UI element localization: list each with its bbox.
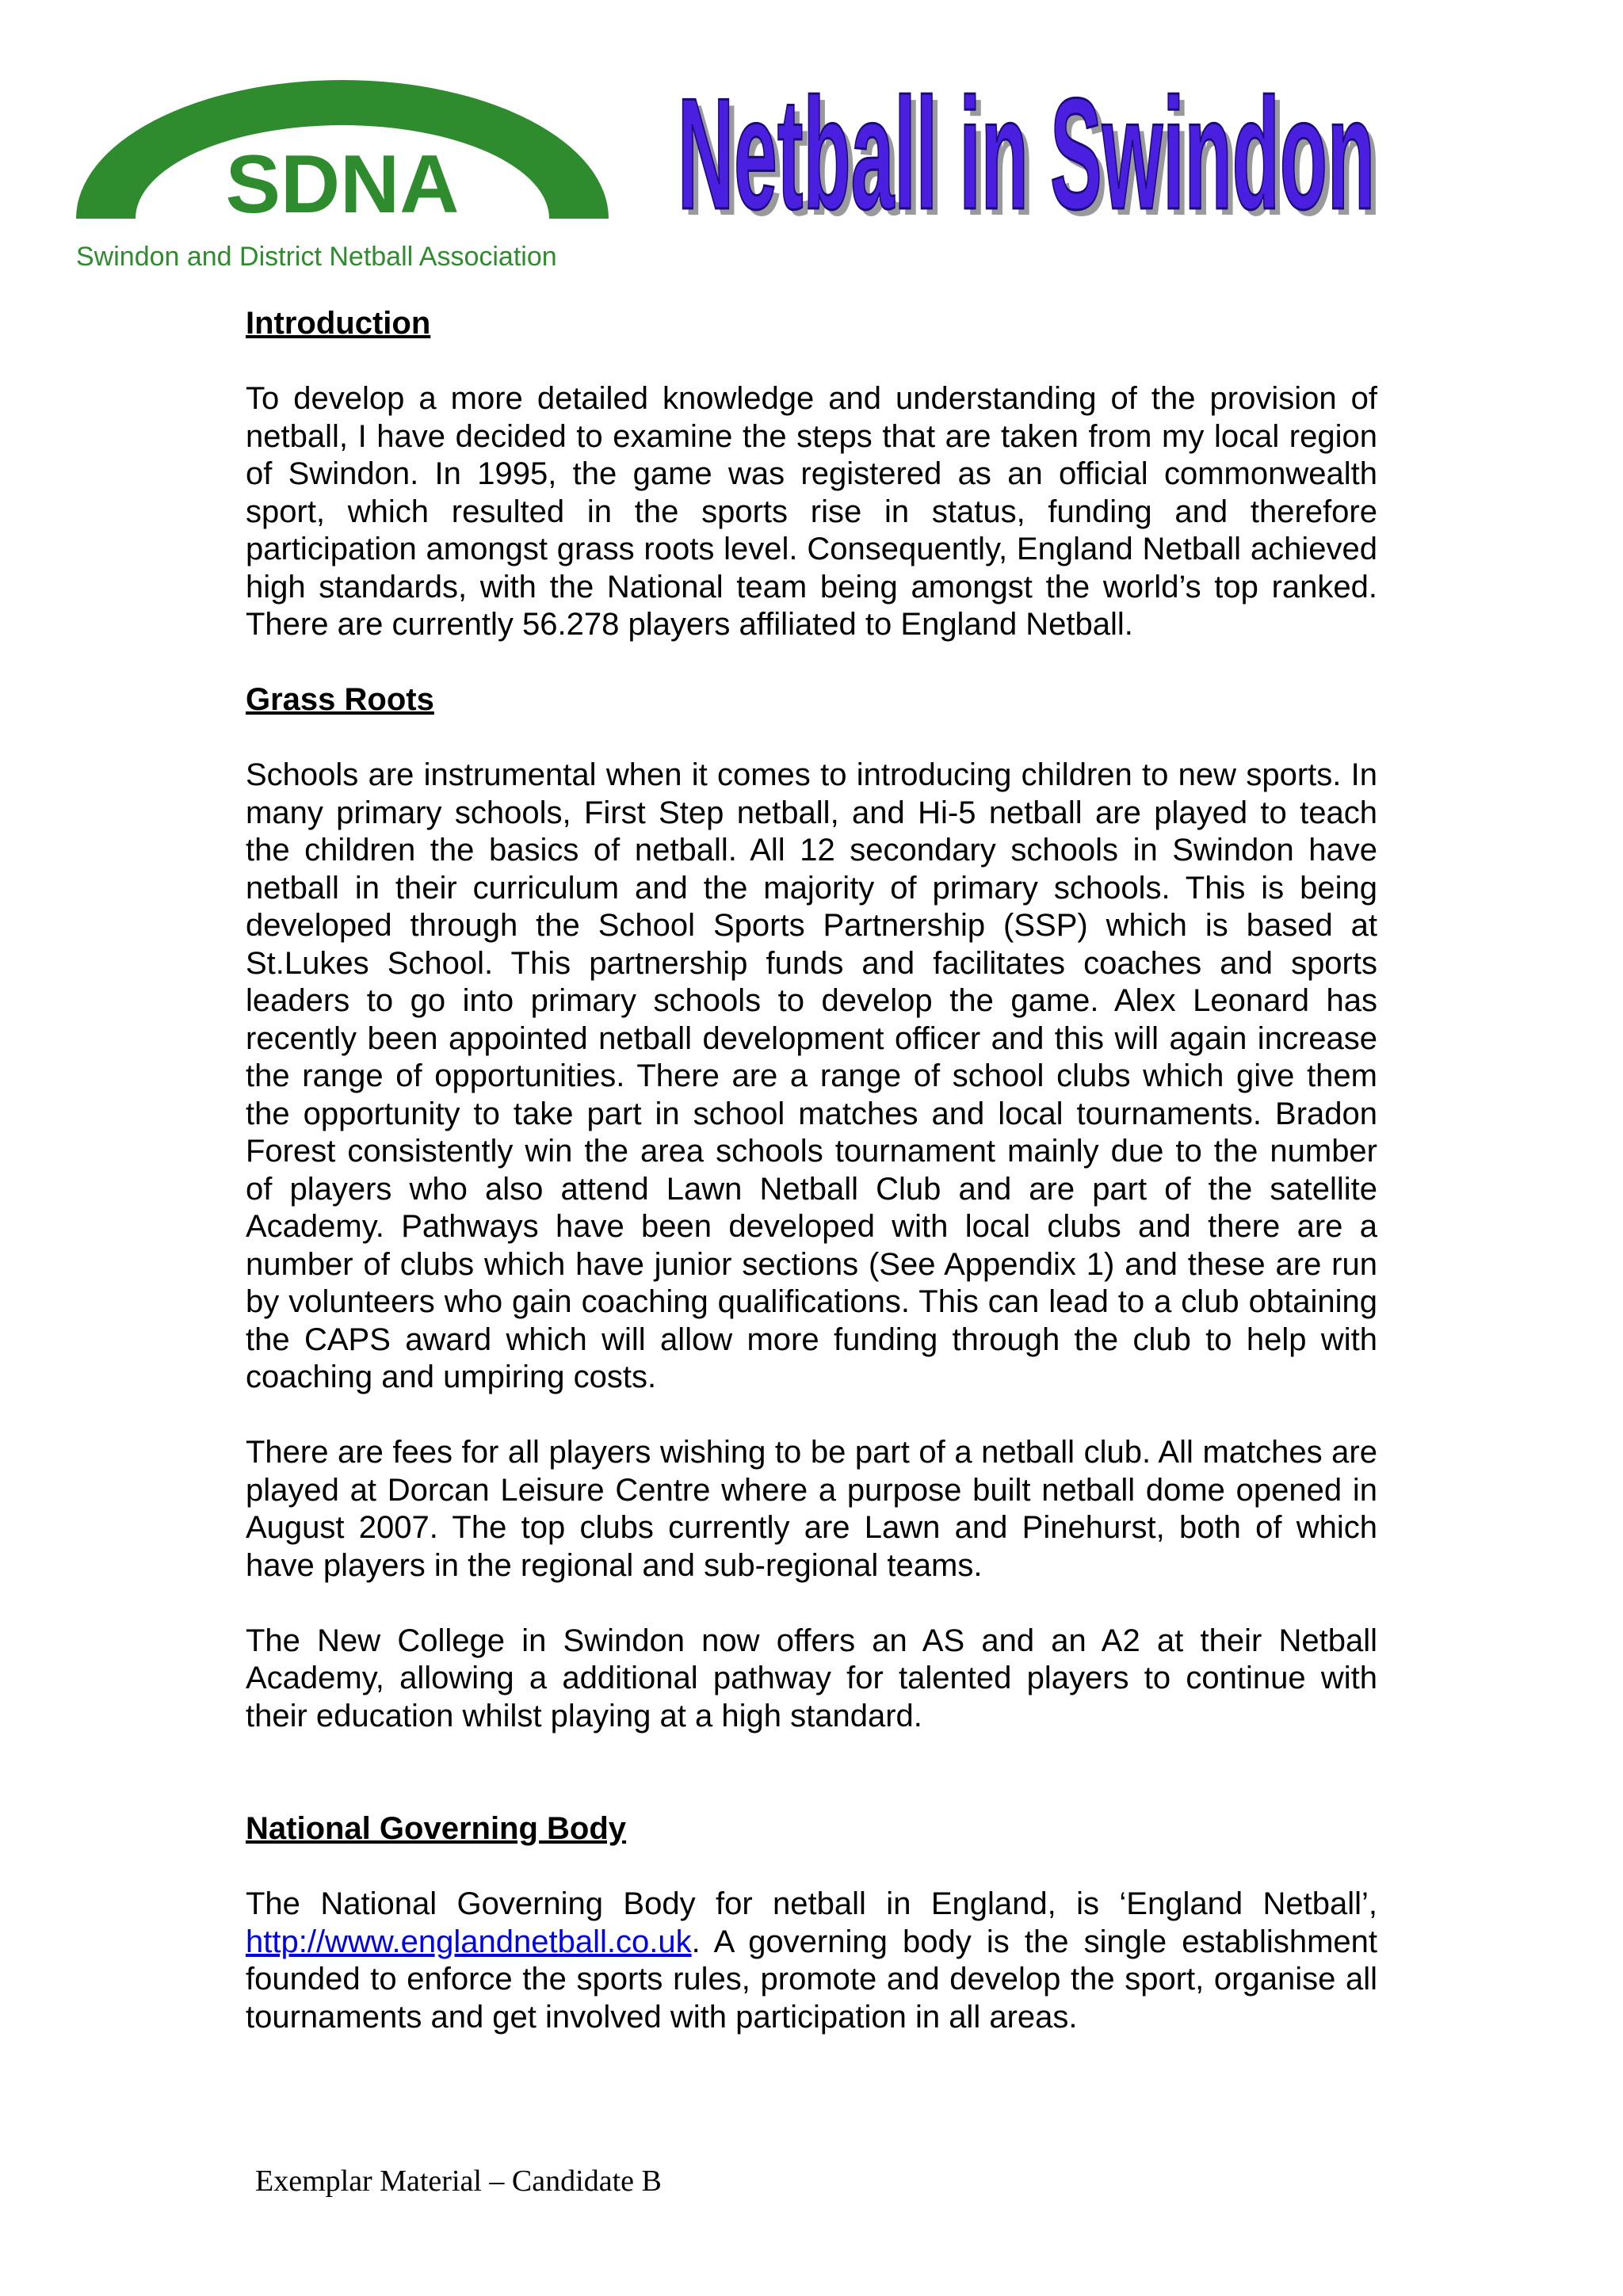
grass-roots-paragraph-1: Schools are instrumental when it comes to introducing children to new sports. In many primary schools, First Step netball, and Hi-5 netball are played to teach the children the basics of netball. All 12 secondary schools in Swindon have netball in their curriculum and the majority of primary schools. This is being developed through the School Sports Partnership (SSP) which is based at St.Lukes School. This partnership funds and facilitates coaches and sports leaders to go into primary schools to develop the game. Alex Leonard has recently been appointed netball development officer and this will again increase the range of opportunities. There are a range of school clubs which give them the opportunity to take part in school matches and local tournaments. Bradon Forest consistently win the area schools tournament mainly due to the number of players who also attend Lawn Netball Club and are part of the satellite Academy. Pathways have been developed with local clubs and there are a number of clubs which have junior sections (See Appendix 1) and these are run by volunteers who gain coaching qualifications. This can lead to a club obtaining the CAPS award which will allow more funding through the club to help with coaching and umpiring costs. [246,757,1377,1394]
document-body [246,305,1377,2036]
logo-association-name: Swindon and District Netball Association [76,242,557,272]
governing-body-text-start: The National Governing Body for netball in England, is ‘England Netball’, [246,1886,1377,1921]
banner-title-text: Netball in Swindon [678,66,1375,242]
governing-body-text-end: . A governing body is the single establishment founded to enforce the sports rules, promote and develop the sport, organise all tournaments and get involved with participation in all areas. [246,1924,1377,2035]
grass-roots-paragraph-3: The New College in Swindon now offers an AS and an A2 at their Netball Academy, allowing a additional pathway for talented players to continue with their education whilst playing at a high standard. [246,1623,1377,1733]
banner-title-shadow: Netball in Swindon [683,72,1381,249]
introduction-paragraph: To develop a more detailed knowledge and understanding of the provision of netball, I have decided to examine the steps that are taken from my local region of Swindon. In 1995, the game was registered as an official commonwealth sport, which resulted in the sports rise in status, funding and therefore participation amongst grass roots level. Consequently, England Netball achieved high standards, with the National team being amongst the world’s top ranked. There are currently 56.278 players affiliated to England Netball. [246,381,1377,642]
sdna-logo [70,46,624,276]
footer-text: Exemplar Material – Candidate B [255,2164,662,2198]
banner-title [678,59,1391,250]
logo-abbreviation: SDNA [225,139,460,231]
england-netball-link[interactable]: http://www.englandnetball.co.uk [246,1924,692,1959]
introduction-heading: Introduction [246,306,431,341]
grass-roots-heading: Grass Roots [246,682,434,717]
grass-roots-paragraph-2: There are fees for all players wishing to be part of a netball club. All matches are played at Dorcan Leisure Centre where a purpose built netball dome opened in August 2007. The top clubs currently are Lawn and Pinehurst, both of which have players in the regional and sub-regional teams. [246,1435,1377,1583]
governing-body-heading: National Governing Body [246,1811,627,1846]
governing-body-paragraph [246,1886,1377,2036]
